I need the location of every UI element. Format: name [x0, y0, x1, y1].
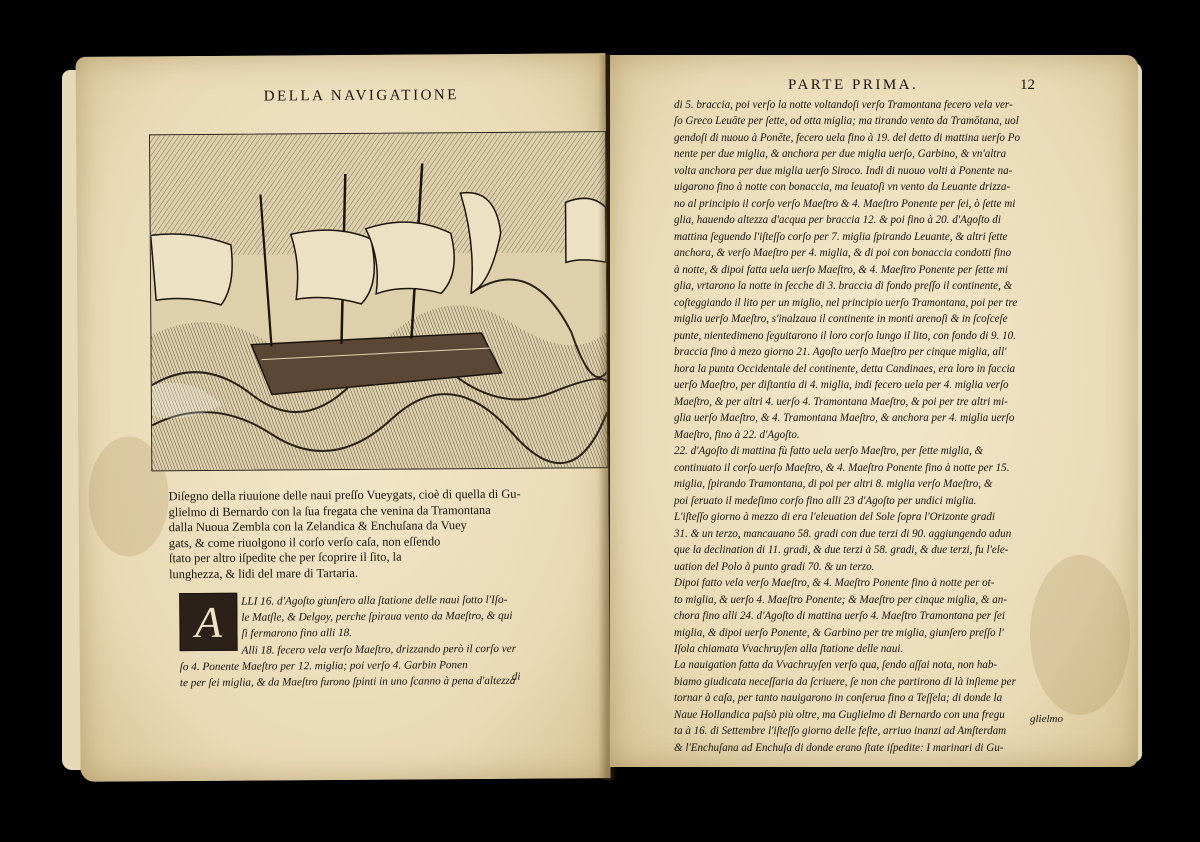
text-line: biamo giudicata neceſſaria da ſcriuere, ſe non che partirono di là inſieme per [674, 675, 1016, 688]
text-line: miglia, & dipoi uerſo Ponente, & Garbino per tre miglia, giunſero preſſo l' [674, 626, 1004, 639]
text-line: à notte, & dipoi fatta uela uerſo Maeſtro, & 4. Maeſtro Ponente per ſette mi [674, 263, 1008, 276]
text-line: gendoſi di nuouo à Ponēte, fecero uela fino à 19. del detto di mattina uerſo Po [674, 131, 1020, 144]
caption-line: Diſegno della riuuione delle naui preſſo Vueygats, cioè di quella di Gu- [168, 486, 521, 504]
page-number: 12 [1020, 77, 1035, 93]
text-line: Naue Hollandica paſsò più oltre, ma Guglielmo di Bernardo con una fregu [674, 708, 1005, 721]
text-line: ta à 16. di Settembre l'iſteſſo giorno delle feſte, arriuo inanzi ad Amſterdam [674, 725, 1007, 738]
text-line: ſi fermarono fino alli 18. [241, 627, 353, 641]
ship-storm-engraving [149, 131, 608, 471]
text-line: 31. & un terzo, mancauano 58. gradi con due terzi di 90. aggiungendo adun [674, 527, 1012, 540]
text-line: nente per due miglia, & anchora per due miglia uerſo, Garbino, & vn'altra [674, 148, 1007, 161]
text-line: LLI 16. d'Agoſto giunſero alla ſtatione delle naui ſotto l'Iſo- [241, 593, 508, 608]
right-page [610, 55, 1138, 767]
caption-line: gats, & come riuolgono il corſo verſo caſa, non eſſendo [168, 533, 441, 550]
text-line: uerſo Maeſtro, per diſtantia di 4. miglia, indi fecero uela per 4. miglia verſo [674, 379, 1009, 392]
caption-line: dalla Nuoua Zembla con la Zelandica & Enchuſana da Vuey [168, 518, 467, 535]
text-line: chora fino alli 24. d'Agoſto di mattina uerſo 4. Maeſtro Tramontana per ſei [674, 610, 1005, 623]
left-page [75, 53, 610, 782]
text-line: glia, vrtarono la notte in ſecche di 3. braccia di fondo preſſo il continente, & [674, 280, 1013, 293]
text-line: & l'Enchuſana ad Enchuſa di donde erano ſtate iſpedite: I marinari di Gu- [674, 741, 1004, 754]
text-line: te per ſei miglia, & da Maeſtro furono ſpinti in uno ſcanno à pena d'altezza [179, 674, 516, 690]
text-line: L'iſteſſo giorno à mezzo di era l'eleuation del Sole ſopra l'Orizonte gradi [674, 511, 995, 524]
text-line: que la declination di 11. gradi, & due terzi à 58. gradi, & due terzi, fu l'ele- [674, 544, 1009, 557]
text-line: coſteggiando il lito per un miglio, nel principio uerſo Tramontana, poi per tre [674, 296, 1018, 309]
engraving-caption [168, 486, 579, 582]
caption-line: lunghezza, & lidi del mare di Tartaria. [169, 565, 358, 581]
text-line: anchora, & verſo Maeſtro per 4. miglia, & di poi con bonaccia condotti fino [674, 247, 1012, 260]
text-line: 22. d'Agoſto di mattina fù fatto uela uerſo Maeſtro, per ſette miglia, & [674, 445, 984, 458]
text-line: uigarono fino à notte con bonaccia, ma leuatoſi vn vento da Leuante drizza- [674, 181, 1011, 194]
text-line: Maeſtro, & per altri 4. uerſo 4. Tramontana Maeſtro, & poi per tre altri mi- [674, 395, 1008, 408]
text-line: Alli 18. fecero vela verſo Maeſtro, drizzando però il corſo ver [241, 642, 517, 657]
initial-letter: A [194, 597, 223, 648]
text-line: ſo Greco Leuāte per ſette, od otta miglia; ma tirando vento da Tramōtana, uol [674, 115, 1019, 128]
text-line: tornar à caſa, per tanto nauigarono in conſerua fino a Teſſela; di donde la [674, 692, 1003, 705]
text-line: miglia, ſpirando Tramontana, di poi per altri 8. miglia verſo Maeſtro, & [674, 478, 993, 491]
right-body-text [674, 97, 1114, 756]
text-line: glia uerſo Maeſtro, & 4. Tramontana Maeſtro, & anchora per 4. miglia uerſo [674, 412, 1015, 425]
text-line: poi ſeruato il medeſimo corſo fino alli 23 d'Agoſto per undici miglia. [674, 494, 977, 507]
text-line: no al principio il corſo verſo Maeſtro & 4. Maeſtro Ponente per ſei, ò ſette mi [674, 197, 1016, 210]
text-line: Iſola chiamata Vvachruyſen alla ſtatione delle naui. [674, 642, 904, 655]
text-line: le Matſle, & Delgoy, perche ſpiraua vento da Maeſtro, & qui [241, 610, 513, 624]
text-line: volta anchora per due miglia uerſo Siroco. Indi di nuouo volti à Ponente na- [674, 164, 1013, 177]
text-line: di 5. braccia, poi verſo la notte voltandoſi verſo Tramontana fecero vela ver- [674, 99, 1013, 111]
text-line: Maeſtro, fino à 22. d'Agoſto. [674, 428, 800, 441]
text-line: punte, nientedimeno ſeguitarono il loro corſo lungo il lito, con fondo di 9. 10. [674, 329, 1016, 342]
text-line: glia, hauendo altezza d'acqua per braccia 12. & poi fino à 20. d'Agoſto di [674, 214, 1001, 227]
text-line: to miglia, & uerſo 4. Maeſtro Ponente; & Maeſtro per cinque miglia, & an- [674, 593, 1007, 606]
text-line: miglia uerſo Maeſtro, s'inalzaua il continente in monti arenoſi & in ſcoſceſe [674, 313, 1008, 326]
running-head-right: PARTE PRIMA. [788, 77, 919, 93]
catchword-right: glielmo [1030, 713, 1063, 725]
text-line: La nauigation fatta da Vvachruyſen verſo qua, ſendo aſſai nota, non hab- [674, 659, 998, 672]
text-line: uation del Polo à punto gradi 70. & un terzo. [674, 560, 875, 573]
text-line: hora la punta Occidentale del continente, detta Candinaes, era loro in faccia [674, 362, 1016, 375]
text-line: braccia fino à mezo giorno 21. Agoſto uerſo Maeſtro per cinque miglia, all' [674, 346, 1007, 359]
running-head-left: DELLA NAVIGATIONE [263, 87, 459, 105]
text-line: ſo 4. Ponente Maeſtro per 12. miglia; poi verſo 4. Garbin Ponen [179, 658, 468, 673]
caption-line: ſtato per altro iſpedite che per ſcoprire il ſito, la [168, 549, 402, 566]
text-line: mattina ſeguendo l'iſteſſo corſo per 7. miglia ſpirando Leuante, & altri ſette [674, 230, 1008, 243]
text-line: Dipoi fatto vela verſo Maeſtro, & 4. Maeſtro Ponente fino à notte per ot- [674, 577, 995, 590]
caption-line: glielmo di Bernardo con la ſua fregata che venina da Tramontana [168, 502, 491, 519]
catchword-left: di [511, 670, 521, 683]
text-line: continuato il corſo uerſo Maeſtro, & 4. Maeſtro Ponente fino à notte per 15. [674, 461, 1010, 474]
